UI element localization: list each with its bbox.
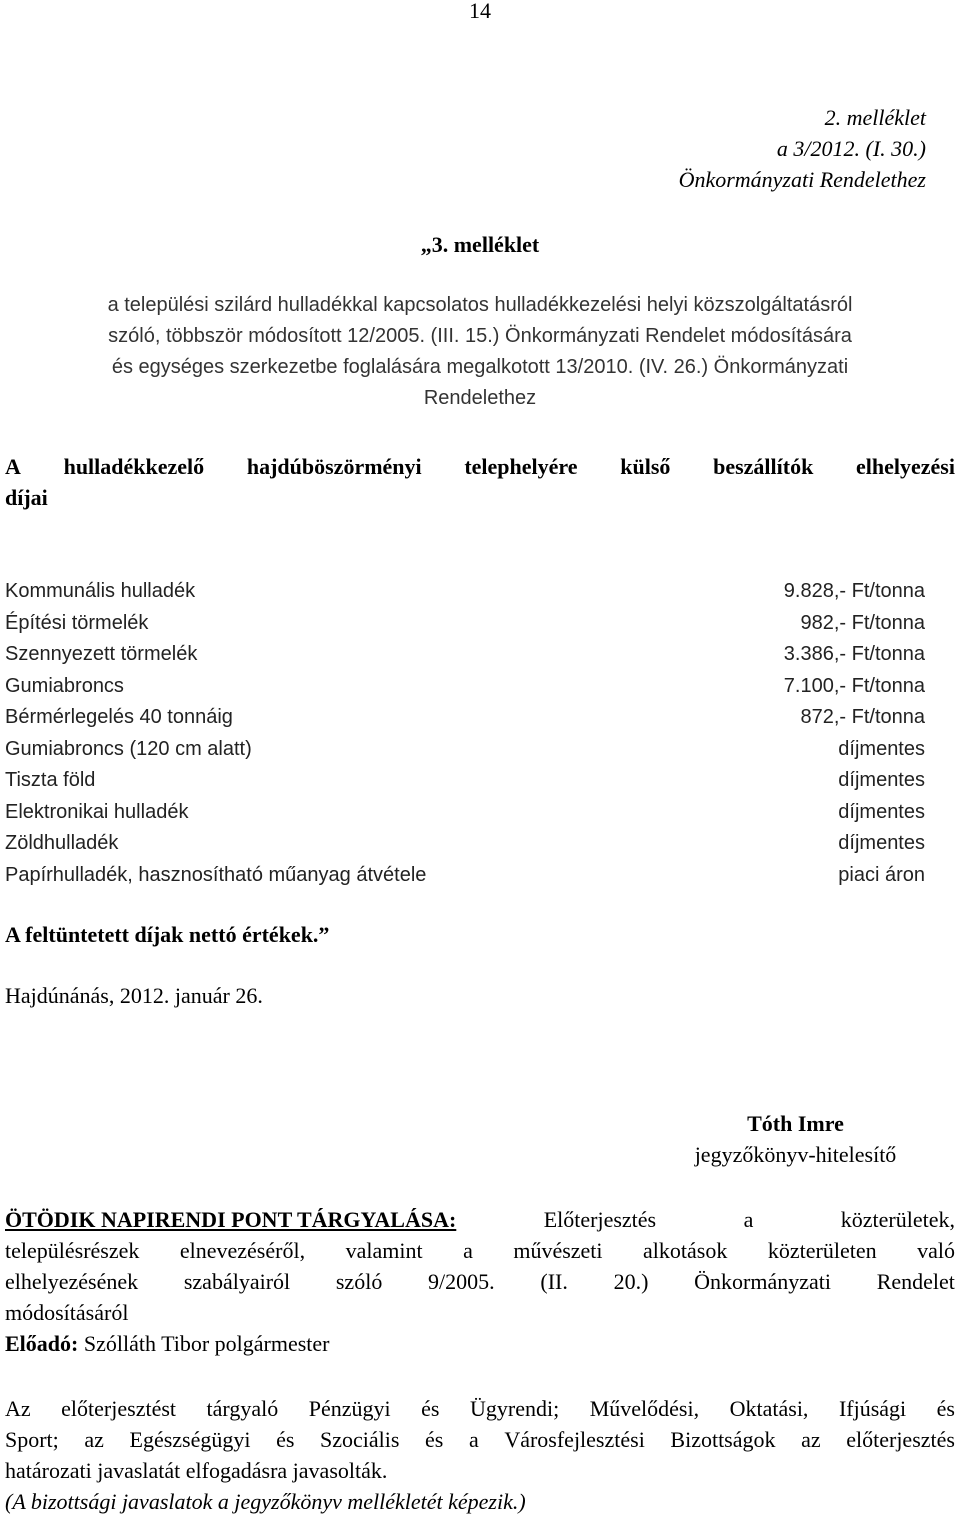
heading-word: külső [620, 454, 671, 479]
committee-word: és [425, 1427, 444, 1452]
fee-row [5, 702, 925, 734]
agenda-line [5, 1266, 955, 1297]
agenda-word: a [463, 1238, 473, 1263]
agenda-word: valamint [345, 1238, 423, 1263]
committee-word: Művelődési, [589, 1396, 700, 1421]
fee-price: díjmentes [838, 832, 925, 854]
agenda-word: szóló [335, 1269, 383, 1294]
committee-word: előterjesztés [846, 1427, 955, 1452]
agenda-word: szabályairól [183, 1269, 291, 1294]
subtitle-line: a települési szilárd hulladékkal kapcsolatos hulladékkezelési helyi közszolgáltatásról [107, 294, 853, 316]
presenter-line [5, 1328, 955, 1359]
annex-reference-line: 2. melléklet [824, 105, 926, 130]
agenda-word: elnevezéséről, [179, 1238, 306, 1263]
agenda-word: Önkormányzati [694, 1269, 831, 1294]
committee-word: Ifjúsági [838, 1396, 907, 1421]
fee-row [5, 671, 925, 703]
fee-item: Elektronikai hulladék [5, 800, 189, 823]
fee-price: 982,- Ft/tonna [800, 611, 925, 634]
committee-word: Oktatási, [729, 1396, 809, 1421]
committee-word: Egészségügyi [129, 1427, 251, 1452]
fee-item: Kommunális hulladék [5, 580, 196, 602]
agenda-word: a [743, 1207, 754, 1232]
heading-word: hajdúböszörményi [246, 454, 422, 479]
agenda-word: való [917, 1238, 955, 1263]
presenter-name: Szólláth Tibor polgármester [78, 1331, 330, 1356]
agenda-word: alkotások [643, 1238, 728, 1263]
agenda-word: Előterjesztés [543, 1207, 657, 1232]
committee-word: Az [5, 1396, 31, 1421]
annex-reference-line: Önkormányzati Rendelethez [678, 167, 926, 192]
fee-item: Tiszta föld [5, 769, 96, 791]
signature-block [668, 1108, 923, 1170]
committee-line [5, 1393, 955, 1424]
fee-item: Építési törmelék [5, 611, 149, 634]
net-values-note: A feltüntetett díjak nettó értékek.” [5, 922, 330, 947]
agenda-line: módosításáról [5, 1300, 129, 1325]
fee-row [5, 797, 925, 829]
agenda-word: településrészek [5, 1238, 140, 1263]
heading-word: elhelyezési [856, 454, 955, 479]
fee-row [5, 734, 925, 766]
agenda-word: közterületen [767, 1238, 877, 1263]
fee-heading [5, 451, 955, 513]
subtitle-line: Rendelethez [423, 387, 537, 409]
fee-row [5, 576, 925, 608]
fee-item: Zöldhulladék [5, 832, 119, 854]
agenda-word: Rendelet [876, 1269, 955, 1294]
committee-word: és [276, 1427, 295, 1452]
heading-word: beszállítók [713, 454, 814, 479]
fee-price: 872,- Ft/tonna [800, 706, 925, 728]
fee-price: díjmentes [838, 800, 925, 823]
fee-row [5, 608, 925, 640]
fee-price: 7.100,- Ft/tonna [783, 674, 925, 697]
committee-word: és [421, 1396, 440, 1421]
committee-word: és [936, 1396, 955, 1421]
heading-word: A [5, 454, 21, 479]
committee-word: az [84, 1427, 104, 1452]
fee-row [5, 639, 925, 671]
fee-price: díjmentes [838, 737, 925, 760]
annex-reference-line: a 3/2012. (I. 30.) [776, 136, 926, 161]
page-number: 14 [469, 0, 491, 23]
signer-title: jegyzőkönyv-hitelesítő [694, 1142, 897, 1167]
committee-paragraph [5, 1393, 955, 1517]
committee-word: előterjesztést [61, 1396, 177, 1421]
fee-item: Gumiabroncs (120 cm alatt) [5, 737, 252, 760]
fee-price: piaci áron [838, 863, 925, 886]
fee-table [5, 576, 925, 891]
fee-heading-line: díjai [5, 485, 48, 510]
committee-line: határozati javaslatát elfogadásra javasolták. [5, 1458, 388, 1483]
committee-word: Szociális [320, 1427, 400, 1452]
fee-row [5, 765, 925, 797]
fee-price: díjmentes [838, 769, 925, 791]
annex-title: „3. melléklet [420, 232, 540, 257]
annex-reference [679, 102, 926, 195]
regulation-subtitle [0, 290, 960, 414]
fee-price: 9.828,- Ft/tonna [783, 580, 925, 602]
committee-word: Pénzügyi [308, 1396, 391, 1421]
subtitle-line: szóló, többször módosított 12/2005. (III. 15.) Önkormányzati Rendelet módosítására [108, 325, 852, 347]
heading-word: telephelyére [464, 454, 578, 479]
fee-row [5, 828, 925, 860]
committee-line [5, 1424, 955, 1455]
fee-item: Bérmérlegelés 40 tonnáig [5, 706, 233, 728]
committee-note: (A bizottsági javaslatok a jegyzőkönyv mellékletét képezik.) [5, 1489, 526, 1514]
committee-word: Bizottságok [670, 1427, 776, 1452]
committee-word: tárgyaló [206, 1396, 279, 1421]
fee-item: Szennyezett törmelék [5, 643, 198, 665]
fee-row [5, 860, 925, 892]
committee-word: Ügyrendi; [469, 1396, 560, 1421]
fee-item: Gumiabroncs [5, 674, 124, 697]
agenda-word: 20.) [613, 1269, 649, 1294]
agenda-word: elhelyezésének [5, 1269, 139, 1294]
committee-word: Sport; [5, 1427, 59, 1452]
agenda-label: ÖTÖDIK NAPIRENDI PONT TÁRGYALÁSA: [5, 1207, 457, 1232]
agenda-word: 9/2005. [428, 1269, 495, 1294]
subtitle-line: és egységes szerkezetbe foglalására megalkotott 13/2010. (IV. 26.) Önkormányzati [111, 356, 849, 378]
agenda-word: közterületek, [840, 1207, 955, 1232]
place-date: Hajdúnánás, 2012. január 26. [5, 983, 263, 1008]
agenda-line [5, 1204, 955, 1235]
committee-word: Városfejlesztési [504, 1427, 645, 1452]
agenda-item [5, 1204, 955, 1359]
heading-word: hulladékkezelő [63, 454, 205, 479]
committee-word: az [801, 1427, 821, 1452]
fee-price: 3.386,- Ft/tonna [783, 643, 925, 665]
fee-item: Papírhulladék, hasznosítható műanyag átvétele [5, 863, 427, 886]
agenda-word: (II. [540, 1269, 568, 1294]
fee-heading-line [5, 451, 955, 482]
signer-name: Tóth Imre [747, 1111, 844, 1136]
agenda-word: művészeti [513, 1238, 603, 1263]
presenter-label: Előadó: [5, 1331, 79, 1356]
committee-word: a [468, 1427, 479, 1452]
agenda-line [5, 1235, 955, 1266]
